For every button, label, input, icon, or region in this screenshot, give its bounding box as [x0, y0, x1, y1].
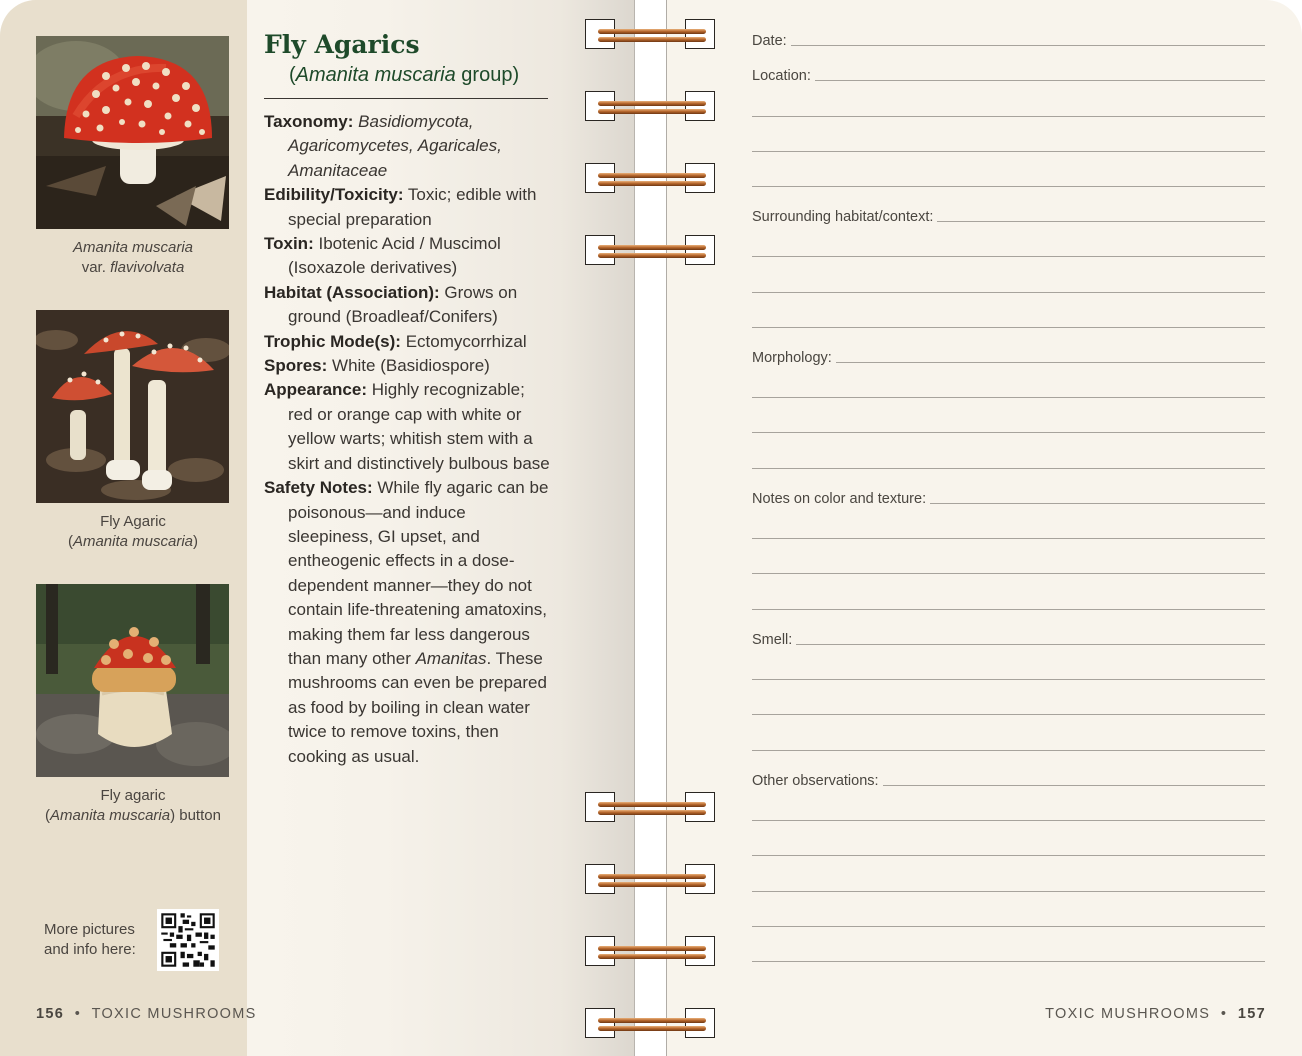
mushroom-photo-2: [36, 310, 229, 503]
caption-1-line-2-italic: flavivolvata: [110, 259, 185, 276]
location-line[interactable]: [752, 116, 1265, 117]
entry-appearance: [264, 378, 554, 476]
photo-3-caption: [0, 786, 266, 826]
habitat-line[interactable]: [752, 256, 1265, 257]
caption-2-line-1: Fly Agaric: [100, 513, 166, 530]
page-number-left: 156: [36, 1006, 65, 1022]
photo-1-caption: [0, 238, 266, 278]
trophic-value: Ectomycorrhizal: [405, 331, 527, 351]
location-line[interactable]: [752, 80, 1265, 81]
edibility-label: Edibility/Toxicity:: [264, 185, 404, 205]
habitat-value: Grows on ground (Broadleaf/Conifers): [288, 282, 518, 327]
subtitle-prefix: (: [289, 64, 296, 86]
binding-gutter: [634, 0, 667, 1056]
caption-3-line-1: Fly agaric: [100, 787, 166, 804]
mushroom-photo-1: [36, 36, 229, 229]
other-observations-line[interactable]: [752, 891, 1265, 892]
location-label: Location:: [752, 68, 815, 84]
caption-3-line-2-italic: Amanita muscaria: [50, 807, 171, 824]
entry-trophic-mode: [264, 330, 554, 354]
spiral-coil: [598, 27, 706, 45]
more-info-line-1: More pictures: [44, 921, 135, 938]
other-observations-line[interactable]: [752, 961, 1265, 962]
smell-label: Smell:: [752, 632, 796, 648]
other-observations-line[interactable]: [752, 926, 1265, 927]
appearance-label: Appearance:: [264, 380, 367, 400]
location-line[interactable]: [752, 151, 1265, 152]
spiral-coil: [598, 171, 706, 189]
photo-fly-agaric: [36, 310, 229, 503]
spiral-coil: [598, 872, 706, 890]
toxin-value: Ibotenic Acid / Muscimol (Isoxazole derivatives): [288, 234, 501, 278]
subtitle-scientific-name: Amanita muscaria: [295, 64, 456, 86]
footer-left: [36, 1006, 257, 1022]
caption-2-line-2-italic: Amanita muscaria: [72, 533, 194, 550]
entry-habitat: [264, 281, 554, 330]
more-info-line-2: and info here:: [44, 941, 136, 958]
species-subtitle: [289, 64, 519, 87]
other-observations-line[interactable]: [752, 820, 1265, 821]
entry-edibility: [264, 183, 554, 232]
subtitle-suffix: group): [455, 64, 520, 86]
edibility-value: Toxic; edible with special preparation: [288, 185, 537, 229]
photo-fly-agaric-button: [36, 584, 229, 777]
spiral-coil: [598, 243, 706, 261]
habitat-line[interactable]: [752, 292, 1265, 293]
caption-2-line-2-suffix: ): [193, 533, 199, 550]
morphology-line[interactable]: [752, 468, 1265, 469]
species-details: [264, 110, 554, 769]
caption-3-line-2-suffix: ) button: [170, 807, 221, 824]
spores-label: Spores:: [264, 356, 328, 376]
morphology-line[interactable]: [752, 432, 1265, 433]
spiral-coil: [598, 1016, 706, 1034]
date-line[interactable]: [752, 45, 1265, 46]
mushroom-photo-3: [36, 584, 229, 777]
photo-amanita-flavivolvata: [36, 36, 229, 229]
other-observations-line[interactable]: [752, 855, 1265, 856]
qr-code-graphic: [157, 909, 219, 971]
taxonomy-label: Taxonomy:: [264, 112, 354, 131]
footer-separator-left: •: [74, 1006, 82, 1022]
footer-separator-right: •: [1220, 1006, 1228, 1022]
species-title: Fly Agarics: [264, 30, 420, 59]
color-texture-line[interactable]: [752, 609, 1265, 610]
qr-code-icon[interactable]: [157, 909, 219, 971]
entry-spores: [264, 354, 554, 378]
location-line[interactable]: [752, 186, 1265, 187]
appearance-value: Highly recognizable; red or orange cap with white or yellow warts; whitish stem with a skirt and distinctively bulbous base: [288, 380, 550, 473]
section-name-left: TOXIC MUSHROOMS: [91, 1006, 257, 1022]
color-texture-line[interactable]: [752, 538, 1265, 539]
smell-line[interactable]: [752, 644, 1265, 645]
habitat-context-label: Surrounding habitat/context:: [752, 209, 937, 225]
spiral-coil: [598, 99, 706, 117]
morphology-label: Morphology:: [752, 350, 836, 366]
safety-value-part-2: . These mushrooms can even be prepared as food by boiling in clean water twice to remove toxins, then cooking as usual.: [288, 648, 547, 766]
safety-label: Safety Notes:: [264, 478, 373, 498]
trophic-label: Trophic Mode(s):: [264, 331, 401, 351]
title-divider: [264, 98, 548, 99]
color-texture-label: Notes on color and texture:: [752, 491, 930, 507]
caption-1-line-2-prefix: var.: [81, 259, 111, 276]
color-texture-line[interactable]: [752, 573, 1265, 574]
safety-value-part-1: While fly agaric can be poisonous—and induce sleepiness, GI upset, and entheogenic effects in a dose-dependent manner—they do not contain life-threatening amatoxins, making them far less dangerous than many other: [288, 478, 549, 668]
spores-value: White (Basidiospore): [332, 356, 490, 376]
entry-safety-notes: [264, 476, 554, 769]
photo-2-caption: [0, 512, 266, 552]
caption-1-line-1: Amanita muscaria: [72, 239, 194, 256]
caption-2-line-2-prefix: (: [67, 533, 73, 550]
spiral-coil: [598, 944, 706, 962]
toxin-label: Toxin:: [264, 234, 314, 254]
morphology-line[interactable]: [752, 397, 1265, 398]
smell-line[interactable]: [752, 679, 1265, 680]
habitat-line[interactable]: [752, 327, 1265, 328]
page-number-right: 157: [1237, 1006, 1266, 1022]
habitat-label: Habitat (Association):: [264, 282, 440, 302]
more-info-text: [44, 920, 136, 960]
safety-value-italic: Amanitas: [415, 648, 487, 668]
caption-3-line-2-prefix: (: [45, 807, 51, 824]
date-label: Date:: [752, 33, 791, 49]
section-name-right: TOXIC MUSHROOMS: [1045, 1006, 1211, 1022]
footer-right: [1045, 1006, 1266, 1022]
entry-toxin: [264, 232, 554, 281]
right-page: [666, 0, 1302, 1056]
other-observations-label: Other observations:: [752, 773, 883, 789]
taxonomy-value: Basidiomycota, Agaricomycetes, Agaricales, Amanitaceae: [288, 112, 502, 180]
smell-line[interactable]: [752, 750, 1265, 751]
smell-line[interactable]: [752, 714, 1265, 715]
entry-taxonomy: [264, 110, 554, 183]
spiral-coil: [598, 800, 706, 818]
